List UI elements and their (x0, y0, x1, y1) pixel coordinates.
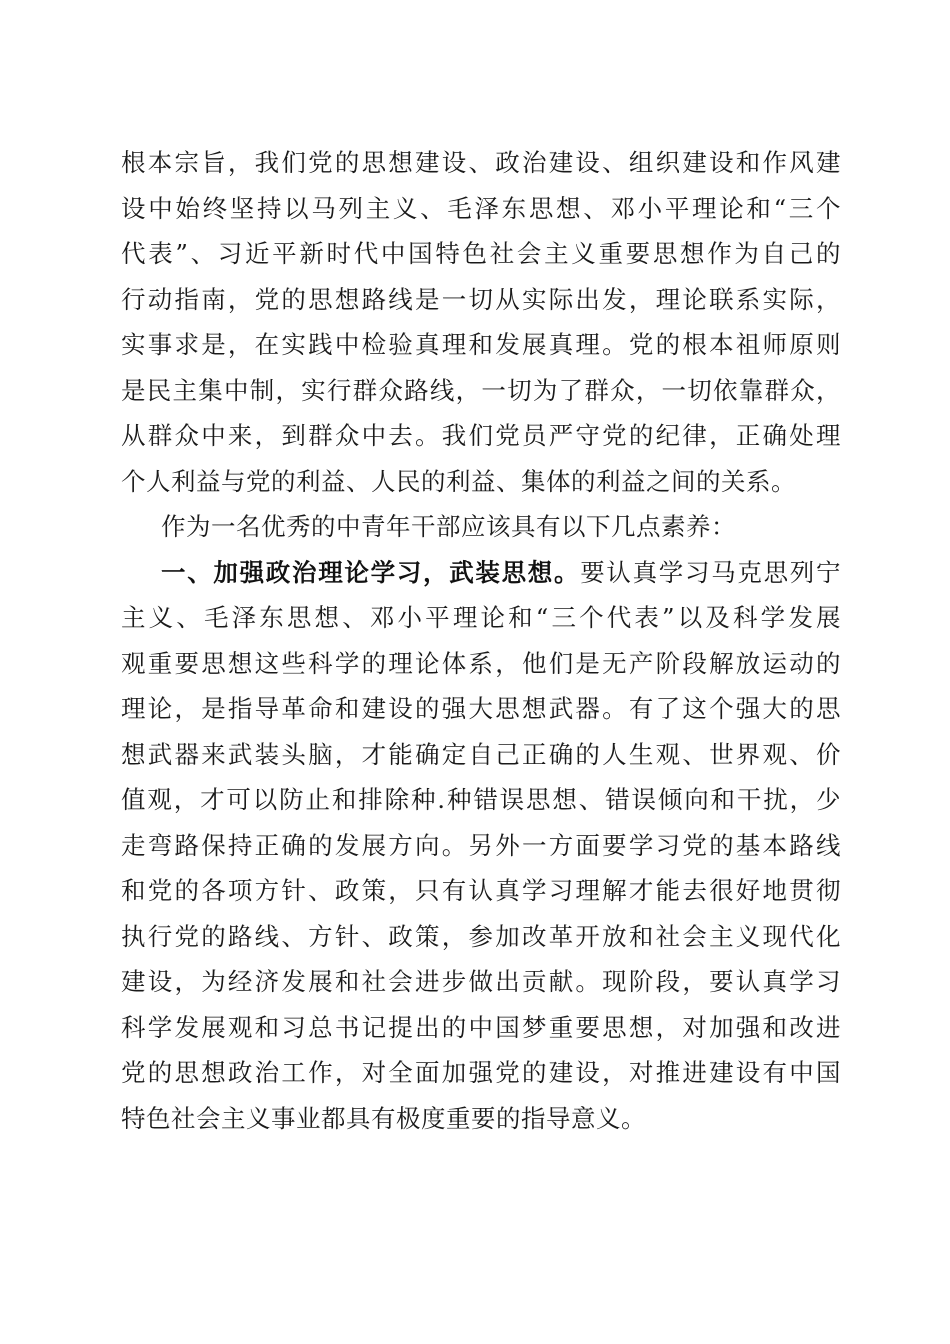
paragraph-line: 党的思想政治工作，对全面加强党的建设，对推进建设有中国 (121, 1058, 841, 1087)
paragraph-line: 个人利益与党的利益、人民的利益、集体的利益之间的关系。 (121, 466, 796, 496)
section-first-line-text: 要认真学习马克思列宁 (580, 557, 842, 587)
paragraph-line: 代表”、习近平新时代中国特色社会主义重要思想作为自己的 (121, 239, 841, 268)
paragraph-line: 建设，为经济发展和社会进步做出贡献。现阶段，要认真学习 (121, 967, 841, 996)
paragraph-line: 根本宗旨，我们党的思想建设、政治建设、组织建设和作风建 (121, 148, 841, 177)
paragraph-line: 科学发展观和习总书记提出的中国梦重要思想，对加强和改进 (121, 1012, 841, 1042)
section-1 (121, 550, 841, 1142)
paragraph-line: 执行党的路线、方针、政策，参加改革开放和社会主义现代化 (121, 921, 841, 951)
paragraph-line: 设中始终坚持以马列主义、毛泽东思想、邓小平理论和“三个 (121, 193, 841, 223)
paragraph-line: 值观，才可以防止和排除种.种错误思想、错误倾向和干扰，少 (121, 785, 841, 814)
paragraph-line: 从群众中来，到群众中去。我们党员严守党的纪律，正确处理 (121, 421, 841, 450)
paragraph-line: 实事求是，在实践中检验真理和发展真理。党的根本祖师原则 (121, 330, 841, 359)
paragraph-line: 走弯路保持正确的发展方向。另外一方面要学习党的基本路线 (121, 830, 841, 860)
section-first-line (121, 550, 841, 596)
paragraph-1 (121, 140, 841, 504)
paragraph-line: 想武器来武装头脑，才能确定自己正确的人生观、世界观、价 (121, 739, 841, 769)
document-body (121, 140, 841, 1141)
paragraph-line: 主义、毛泽东思想、邓小平理论和“三个代表”以及科学发展 (121, 603, 841, 632)
paragraph-line: 是民主集中制，实行群众路线，一切为了群众，一切依靠群众， (121, 375, 841, 405)
paragraph-line: 特色社会主义事业都具有极度重要的指导意义。 (121, 1103, 646, 1133)
paragraph-2 (121, 504, 841, 550)
paragraph-line: 作为一名优秀的中青年干部应该具有以下几点素养： (161, 512, 736, 541)
paragraph-line: 行动指南，党的思想路线是一切从实际出发，理论联系实际， (121, 284, 841, 314)
paragraph-line: 理论，是指导革命和建设的强大思想武器。有了这个强大的思 (121, 694, 841, 723)
paragraph-line: 观重要思想这些科学的理论体系，他们是无产阶段解放运动的 (121, 648, 841, 678)
section-heading: 一、加强政治理论学习，武装思想。 (161, 557, 581, 587)
paragraph-line: 和党的各项方针、政策，只有认真学习理解才能去很好地贯彻 (121, 876, 841, 905)
